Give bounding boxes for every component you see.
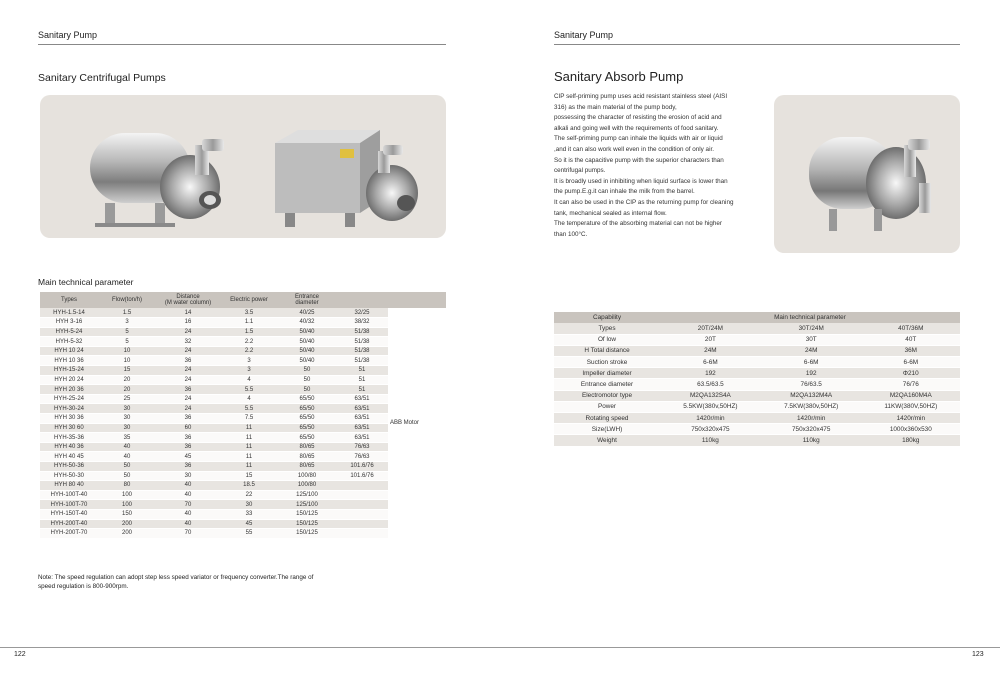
param-value-cell: 1000x360x530 — [862, 424, 960, 435]
description-line: tank, mechanical sealed as internal flow. — [554, 209, 667, 217]
spec-table-row — [40, 500, 446, 510]
absorb-param-table — [554, 312, 960, 447]
param-label-cell: Rotating speed — [554, 413, 660, 424]
spec-cell: 50 — [98, 462, 156, 472]
param-value-cell: 7.5KW(380v,50HZ) — [761, 401, 862, 412]
spec-cell: 24 — [156, 394, 220, 404]
spec-cell: 40/25 — [278, 308, 336, 318]
param-header-main: Main technical parameter — [660, 312, 960, 323]
spec-table-row — [40, 529, 446, 539]
spec-table-row — [40, 404, 446, 414]
param-table-row — [554, 323, 960, 334]
spec-cell: HYH 30 36 — [40, 414, 98, 424]
left-section-title: Sanitary Centrifugal Pumps — [38, 72, 166, 84]
description-line: The self-priming pump can inhale the liquids with air or liquid — [554, 135, 723, 143]
spec-cell: 50 — [278, 385, 336, 395]
param-header-capability: Capability — [554, 312, 660, 323]
spec-cell: HYH 3-16 — [40, 318, 98, 328]
spec-cell: 2.2 — [220, 337, 278, 347]
param-value-cell: 40T — [862, 334, 960, 345]
spec-table-row — [40, 375, 446, 385]
spec-cell: 50 — [278, 375, 336, 385]
spec-cell: 30 — [98, 404, 156, 414]
spec-cell: HYH-100T-70 — [40, 500, 98, 510]
spec-cell: 5 — [98, 327, 156, 337]
spec-cell: 50 — [278, 366, 336, 376]
spec-header-types: Types — [40, 292, 98, 308]
spec-cell: 11 — [220, 462, 278, 472]
spec-cell: 65/50 — [278, 423, 336, 433]
spec-cell: 16 — [156, 318, 220, 328]
spec-cell: 60 — [156, 423, 220, 433]
spec-cell: 32/25 — [336, 308, 388, 318]
param-value-cell: 36M — [862, 345, 960, 356]
param-label-cell: Of low — [554, 334, 660, 345]
param-value-cell: 110kg — [761, 435, 862, 446]
spec-cell: HYH-1.5-14 — [40, 308, 98, 318]
spec-cell: 100 — [98, 500, 156, 510]
param-value-cell: 76/76 — [862, 379, 960, 390]
spec-cell: HYH-100T-40 — [40, 490, 98, 500]
spec-cell: 76/63 — [336, 452, 388, 462]
spec-cell: 30 — [156, 471, 220, 481]
left-page-number: 122 — [14, 651, 26, 658]
speed-note-line-2: speed regulation is 800-900rpm. — [38, 583, 129, 590]
left-header-title: Sanitary Pump — [38, 30, 98, 40]
param-value-cell: 40T/36M — [862, 323, 960, 334]
param-value-cell: 30T — [761, 334, 862, 345]
spec-cell: 40/32 — [278, 318, 336, 328]
spec-cell: 1.1 — [220, 318, 278, 328]
param-label-cell: Entrance diameter — [554, 379, 660, 390]
spec-cell: 25 — [98, 394, 156, 404]
spec-cell: 100/80 — [278, 481, 336, 491]
spec-cell: 30 — [98, 414, 156, 424]
spec-cell: 18.5 — [220, 481, 278, 491]
param-table-row — [554, 413, 960, 424]
spec-header-flow: Flow(ton/h) — [98, 292, 156, 308]
param-table-header-row — [554, 312, 960, 323]
spec-cell: HYH 10 24 — [40, 346, 98, 356]
description-line: It can also be used in the CIP as the returning pump for cleaning — [554, 198, 734, 206]
spec-table-row — [40, 356, 446, 366]
spec-cell: 63/51 — [336, 433, 388, 443]
spec-cell: 80/65 — [278, 452, 336, 462]
spec-table-row — [40, 366, 446, 376]
spec-cell — [336, 509, 388, 519]
param-value-cell: 24M — [761, 345, 862, 356]
spec-cell: 20 — [98, 385, 156, 395]
param-value-cell: 76/63.5 — [761, 379, 862, 390]
spec-cell: 30 — [98, 423, 156, 433]
spec-cell: 36 — [156, 442, 220, 452]
param-label-cell: Size(LWH) — [554, 424, 660, 435]
spec-table-header-row — [40, 292, 446, 308]
spec-cell: HYH-50-30 — [40, 471, 98, 481]
centrifugal-pumps-photo — [40, 95, 446, 238]
spec-cell: 55 — [220, 529, 278, 539]
spec-cell: 50/40 — [278, 356, 336, 366]
spec-cell: HYH 80 40 — [40, 481, 98, 491]
spec-cell: 24 — [156, 404, 220, 414]
param-label-cell: Electromotor type — [554, 390, 660, 401]
spec-cell: 10 — [98, 346, 156, 356]
spec-cell: HYH-30-24 — [40, 404, 98, 414]
param-table-row — [554, 379, 960, 390]
param-value-cell: 750x320x475 — [761, 424, 862, 435]
spec-cell: 65/50 — [278, 414, 336, 424]
spec-cell: 63/51 — [336, 414, 388, 424]
param-value-cell: 750x320x475 — [660, 424, 761, 435]
spec-cell: 11 — [220, 442, 278, 452]
param-value-cell: 192 — [660, 368, 761, 379]
centrifugal-pump-2-illustration — [275, 130, 418, 227]
spec-cell: HYH-150T-40 — [40, 509, 98, 519]
centrifugal-pump-1-illustration — [90, 133, 224, 227]
spec-cell: HYH-200T-70 — [40, 529, 98, 539]
spec-cell: 3 — [220, 356, 278, 366]
spec-cell: HYH-35-36 — [40, 433, 98, 443]
spec-cell: HYH-200T-40 — [40, 519, 98, 529]
spec-cell: 36 — [156, 462, 220, 472]
description-line: the pump.E.g.it can inhale the milk from the barrel. — [554, 188, 695, 196]
spec-cell: 200 — [98, 519, 156, 529]
spec-cell: 70 — [156, 500, 220, 510]
spec-table-row — [40, 471, 446, 481]
spec-cell: 100 — [98, 490, 156, 500]
spec-cell: HYH-15-24 — [40, 366, 98, 376]
spec-cell: 36 — [156, 433, 220, 443]
spec-cell: 101.6/76 — [336, 462, 388, 472]
spec-cell: HYH 40 45 — [40, 452, 98, 462]
spec-cell — [336, 529, 388, 539]
spec-table-row — [40, 318, 446, 328]
spec-cell: 63/51 — [336, 423, 388, 433]
param-table-row — [554, 357, 960, 368]
spec-cell: 76/63 — [336, 442, 388, 452]
param-value-cell: 11KW(380V,50HZ) — [862, 401, 960, 412]
right-header-rule — [554, 44, 960, 45]
spec-cell: 125/100 — [278, 500, 336, 510]
description-line: It is broadly used in inhibiting when liquid surface is lower than — [554, 177, 728, 185]
absorb-pump-photo — [774, 95, 960, 253]
spec-cell: HYH 10 36 — [40, 356, 98, 366]
spec-cell: 51/38 — [336, 356, 388, 366]
spec-cell: 36 — [156, 356, 220, 366]
spec-cell: 80/65 — [278, 442, 336, 452]
param-table-row — [554, 390, 960, 401]
param-table-row — [554, 424, 960, 435]
description-line: centrifugal pumps. — [554, 167, 606, 175]
speed-note-line-1: Note: The speed regulation can adopt step less speed variator or frequency converter.The range of — [38, 574, 314, 581]
param-table-row — [554, 334, 960, 345]
spec-cell: 5 — [98, 337, 156, 347]
spec-table-row — [40, 337, 446, 347]
param-value-cell: M2QA132M4A — [761, 390, 862, 401]
spec-cell: 100/80 — [278, 471, 336, 481]
spec-table-row — [40, 308, 446, 318]
spec-cell: 36 — [156, 414, 220, 424]
param-value-cell: M2QA160M4A — [862, 390, 960, 401]
absorb-pump-illustration — [809, 137, 931, 231]
left-table-title: Main technical parameter — [38, 277, 134, 287]
spec-header-distance-text: Distance (M water column) — [164, 293, 212, 306]
param-value-cell: 20T/24M — [660, 323, 761, 334]
param-value-cell: 1420r/min — [660, 413, 761, 424]
right-page-number: 123 — [972, 651, 984, 658]
spec-cell — [336, 500, 388, 510]
param-value-cell: 30T/24M — [761, 323, 862, 334]
spec-cell: 150/125 — [278, 509, 336, 519]
spec-cell: 1.5 — [220, 327, 278, 337]
description-line: ,and it can also work well even in the condition of only air. — [554, 145, 714, 153]
spec-cell — [336, 519, 388, 529]
spec-cell: 40 — [98, 452, 156, 462]
spec-cell: HYH 20 24 — [40, 375, 98, 385]
spec-cell: HYH 40 36 — [40, 442, 98, 452]
spec-cell: 24 — [156, 327, 220, 337]
spec-cell: 1.5 — [98, 308, 156, 318]
spec-cell: 80 — [98, 481, 156, 491]
spec-cell: 30 — [220, 500, 278, 510]
description-line: possessing the character of resisting the erosion of acid and — [554, 114, 722, 122]
spec-cell: 15 — [220, 471, 278, 481]
param-value-cell: 6-6M — [761, 357, 862, 368]
spec-cell: 33 — [220, 509, 278, 519]
spec-cell: 45 — [156, 452, 220, 462]
spec-cell: 7.5 — [220, 414, 278, 424]
spec-cell: 51/38 — [336, 346, 388, 356]
spec-cell: 65/50 — [278, 433, 336, 443]
spec-cell: 11 — [220, 452, 278, 462]
speed-note — [38, 573, 313, 591]
spec-cell: HYH-5-32 — [40, 337, 98, 347]
spec-cell: HYH 20 36 — [40, 385, 98, 395]
spec-cell: 150/125 — [278, 519, 336, 529]
spec-header-entrance: Entrance diameter — [278, 292, 336, 308]
param-label-cell: Suction stroke — [554, 357, 660, 368]
spec-cell: HYH 30 60 — [40, 423, 98, 433]
param-table-row — [554, 368, 960, 379]
centrifugal-spec-table — [40, 292, 446, 539]
spec-cell: 3 — [98, 318, 156, 328]
spec-cell: 15 — [98, 366, 156, 376]
spec-cell: 24 — [156, 375, 220, 385]
param-value-cell: 6-6M — [862, 357, 960, 368]
spec-cell: HYH-5-24 — [40, 327, 98, 337]
spec-cell: 22 — [220, 490, 278, 500]
spec-cell: 63/51 — [336, 404, 388, 414]
param-table-row — [554, 435, 960, 446]
spec-table-row — [40, 509, 446, 519]
right-header-title: Sanitary Pump — [554, 30, 614, 40]
description-line: alkali and going well with the requirements of food sanitary. — [554, 124, 719, 132]
param-table-row — [554, 401, 960, 412]
spec-cell: 50 — [98, 471, 156, 481]
param-value-cell: 20T — [660, 334, 761, 345]
spec-cell: 3.5 — [220, 308, 278, 318]
spec-cell: 40 — [98, 442, 156, 452]
param-value-cell: 192 — [761, 368, 862, 379]
spec-table-row — [40, 394, 446, 404]
spec-table-row — [40, 519, 446, 529]
spec-table-row — [40, 462, 446, 472]
spec-cell: 80/65 — [278, 462, 336, 472]
param-value-cell: M2QA132S4A — [660, 390, 761, 401]
spec-table-row — [40, 385, 446, 395]
spec-cell: 11 — [220, 423, 278, 433]
spec-cell: 32 — [156, 337, 220, 347]
left-header-rule — [38, 44, 446, 45]
spec-cell: HYH-50-36 — [40, 462, 98, 472]
spec-header-blank — [336, 292, 388, 308]
spec-cell: 5.5 — [220, 404, 278, 414]
spec-header-power: Electric power — [220, 292, 278, 308]
spec-cell: 35 — [98, 433, 156, 443]
spec-cell: 24 — [156, 346, 220, 356]
spec-cell: 150 — [98, 509, 156, 519]
param-label-cell: Types — [554, 323, 660, 334]
spec-table-row — [40, 414, 446, 424]
spec-table-row — [40, 481, 446, 491]
param-value-cell: Φ210 — [862, 368, 960, 379]
spec-cell: 40 — [156, 509, 220, 519]
param-value-cell: 1420r/min — [761, 413, 862, 424]
param-label-cell: Weight — [554, 435, 660, 446]
spec-table-row — [40, 423, 446, 433]
spec-cell: 51/38 — [336, 337, 388, 347]
spec-cell: 200 — [98, 529, 156, 539]
spec-cell: 24 — [156, 366, 220, 376]
spec-table-row — [40, 346, 446, 356]
spec-header-distance — [156, 292, 220, 308]
spec-cell: 4 — [220, 394, 278, 404]
param-value-cell: 180kg — [862, 435, 960, 446]
motor-label: ABB Motor — [388, 308, 446, 538]
spec-table-row — [40, 442, 446, 452]
description-line: So it is the capacitive pump with the superior characters than — [554, 156, 724, 164]
spec-cell: 40 — [156, 490, 220, 500]
description-line: The temperature of the absorbing material can not be higher — [554, 220, 723, 228]
spec-cell: 2.2 — [220, 346, 278, 356]
spec-cell: 40 — [156, 481, 220, 491]
param-value-cell: 1420r/min — [862, 413, 960, 424]
spec-cell: 50/40 — [278, 337, 336, 347]
spec-cell: 150/125 — [278, 529, 336, 539]
description-line: CIP self-priming pump uses acid resistant stainless steel (AISI — [554, 93, 728, 100]
right-footer-rule — [500, 647, 1000, 648]
left-footer-rule — [0, 647, 500, 648]
spec-cell: 70 — [156, 529, 220, 539]
spec-table-row — [40, 452, 446, 462]
description-line: 316) as the main material of the pump body, — [554, 103, 677, 111]
absorb-pump-description — [554, 92, 754, 240]
param-value-cell: 110kg — [660, 435, 761, 446]
spec-cell: 20 — [98, 375, 156, 385]
spec-cell: 51 — [336, 375, 388, 385]
spec-cell: 51/38 — [336, 327, 388, 337]
param-value-cell: 5.5KW(380v,50HZ) — [660, 401, 761, 412]
spec-cell — [336, 481, 388, 491]
param-label-cell: Power — [554, 401, 660, 412]
param-label-cell: H Total distance — [554, 345, 660, 356]
spec-header-motor — [388, 292, 446, 308]
spec-cell: 11 — [220, 433, 278, 443]
spec-cell: 51 — [336, 366, 388, 376]
param-table-row — [554, 345, 960, 356]
spec-cell: 3 — [220, 366, 278, 376]
param-label-cell: Impeller diameter — [554, 368, 660, 379]
spec-cell: 4 — [220, 375, 278, 385]
spec-cell: 101.6/76 — [336, 471, 388, 481]
spec-cell: 38/32 — [336, 318, 388, 328]
param-value-cell: 63.5/63.5 — [660, 379, 761, 390]
right-page — [500, 0, 1000, 679]
spec-cell: 65/50 — [278, 404, 336, 414]
spec-cell: 45 — [220, 519, 278, 529]
spec-table-row — [40, 490, 446, 500]
param-value-cell: 24M — [660, 345, 761, 356]
spec-cell: 125/100 — [278, 490, 336, 500]
spec-cell: 50/40 — [278, 346, 336, 356]
spec-table-row — [40, 327, 446, 337]
right-section-title: Sanitary Absorb Pump — [554, 69, 684, 84]
param-value-cell: 6-6M — [660, 357, 761, 368]
spec-table-row — [40, 433, 446, 443]
spec-cell — [336, 490, 388, 500]
spec-cell: 14 — [156, 308, 220, 318]
spec-cell: 63/51 — [336, 394, 388, 404]
spec-cell: 51 — [336, 385, 388, 395]
spec-cell: 50/40 — [278, 327, 336, 337]
description-line: than 100°C. — [554, 230, 588, 238]
spec-cell: HYH-25-24 — [40, 394, 98, 404]
spec-cell: 36 — [156, 385, 220, 395]
spec-cell: 5.5 — [220, 385, 278, 395]
spec-cell: 65/50 — [278, 394, 336, 404]
spec-cell: 40 — [156, 519, 220, 529]
spec-cell: 10 — [98, 356, 156, 366]
